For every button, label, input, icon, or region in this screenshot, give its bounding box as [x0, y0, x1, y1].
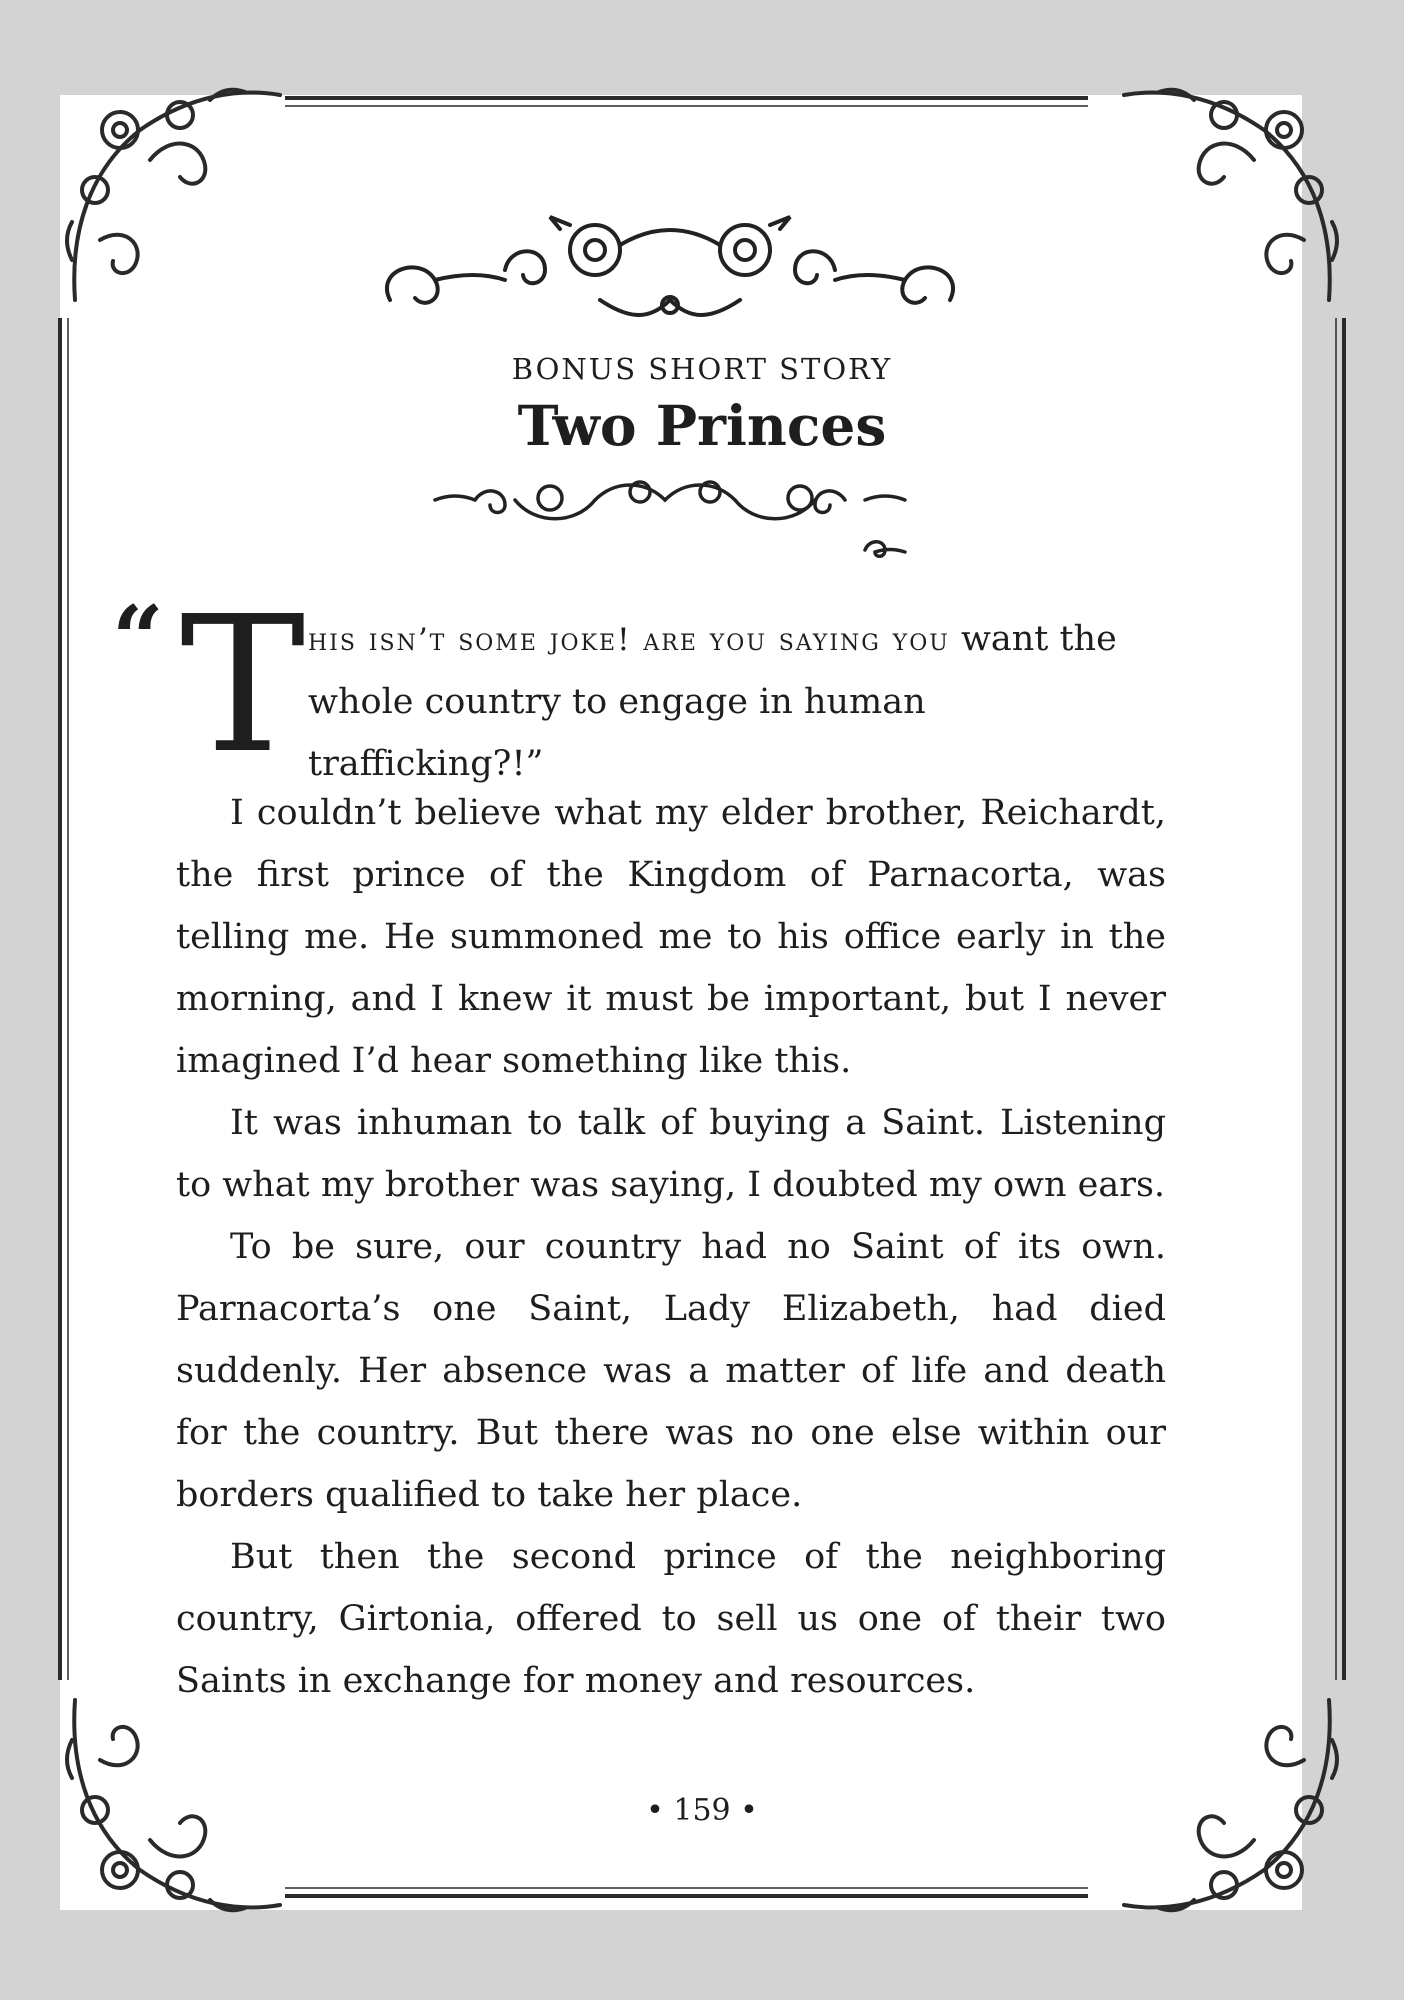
- opening-lines: [308, 608, 1160, 795]
- corner-ornament-top-left-icon: [67, 90, 280, 300]
- paragraph: It was inhuman to talk of buying a Saint. Listening to what my brother was saying, I doubted my own ears.: [176, 1103, 1166, 1205]
- flourish-divider-icon: [425, 470, 925, 570]
- page-number: • 159 •: [646, 1793, 758, 1828]
- corner-ornament-top-right-icon: [1124, 90, 1337, 300]
- story-kicker: BONUS SHORT STORY: [511, 352, 893, 386]
- story-title: Two Princes: [517, 393, 887, 458]
- drop-cap: T: [180, 576, 306, 795]
- story-body: [176, 782, 1166, 1712]
- opening-quote-mark: “: [112, 586, 164, 692]
- opening-rest: want the whole country to engage in human trafficking?!”: [308, 619, 1117, 784]
- paragraph: But then the second prince of the neighboring country, Girtonia, offered to sell us one of their two Saints in exchange for money and resources.: [176, 1537, 1166, 1701]
- opening-caps-run: his isn’t some joke! are you saying you: [308, 622, 950, 658]
- paragraph: I couldn’t believe what my elder brother, Reichardt, the first prince of the Kingdom of Parnacorta, was telling me. He summoned me to his office early in the morning, and I knew it must be important, but I never imagined I’d hear something like this.: [176, 793, 1166, 1081]
- flourish-header-icon: [370, 210, 970, 330]
- paragraph: To be sure, our country had no Saint of its own. Parnacorta’s one Saint, Lady Elizabeth, had died suddenly. Her absence was a matter of life and death for the country. But there was no one else within our borders qualified to take her place.: [176, 1227, 1166, 1515]
